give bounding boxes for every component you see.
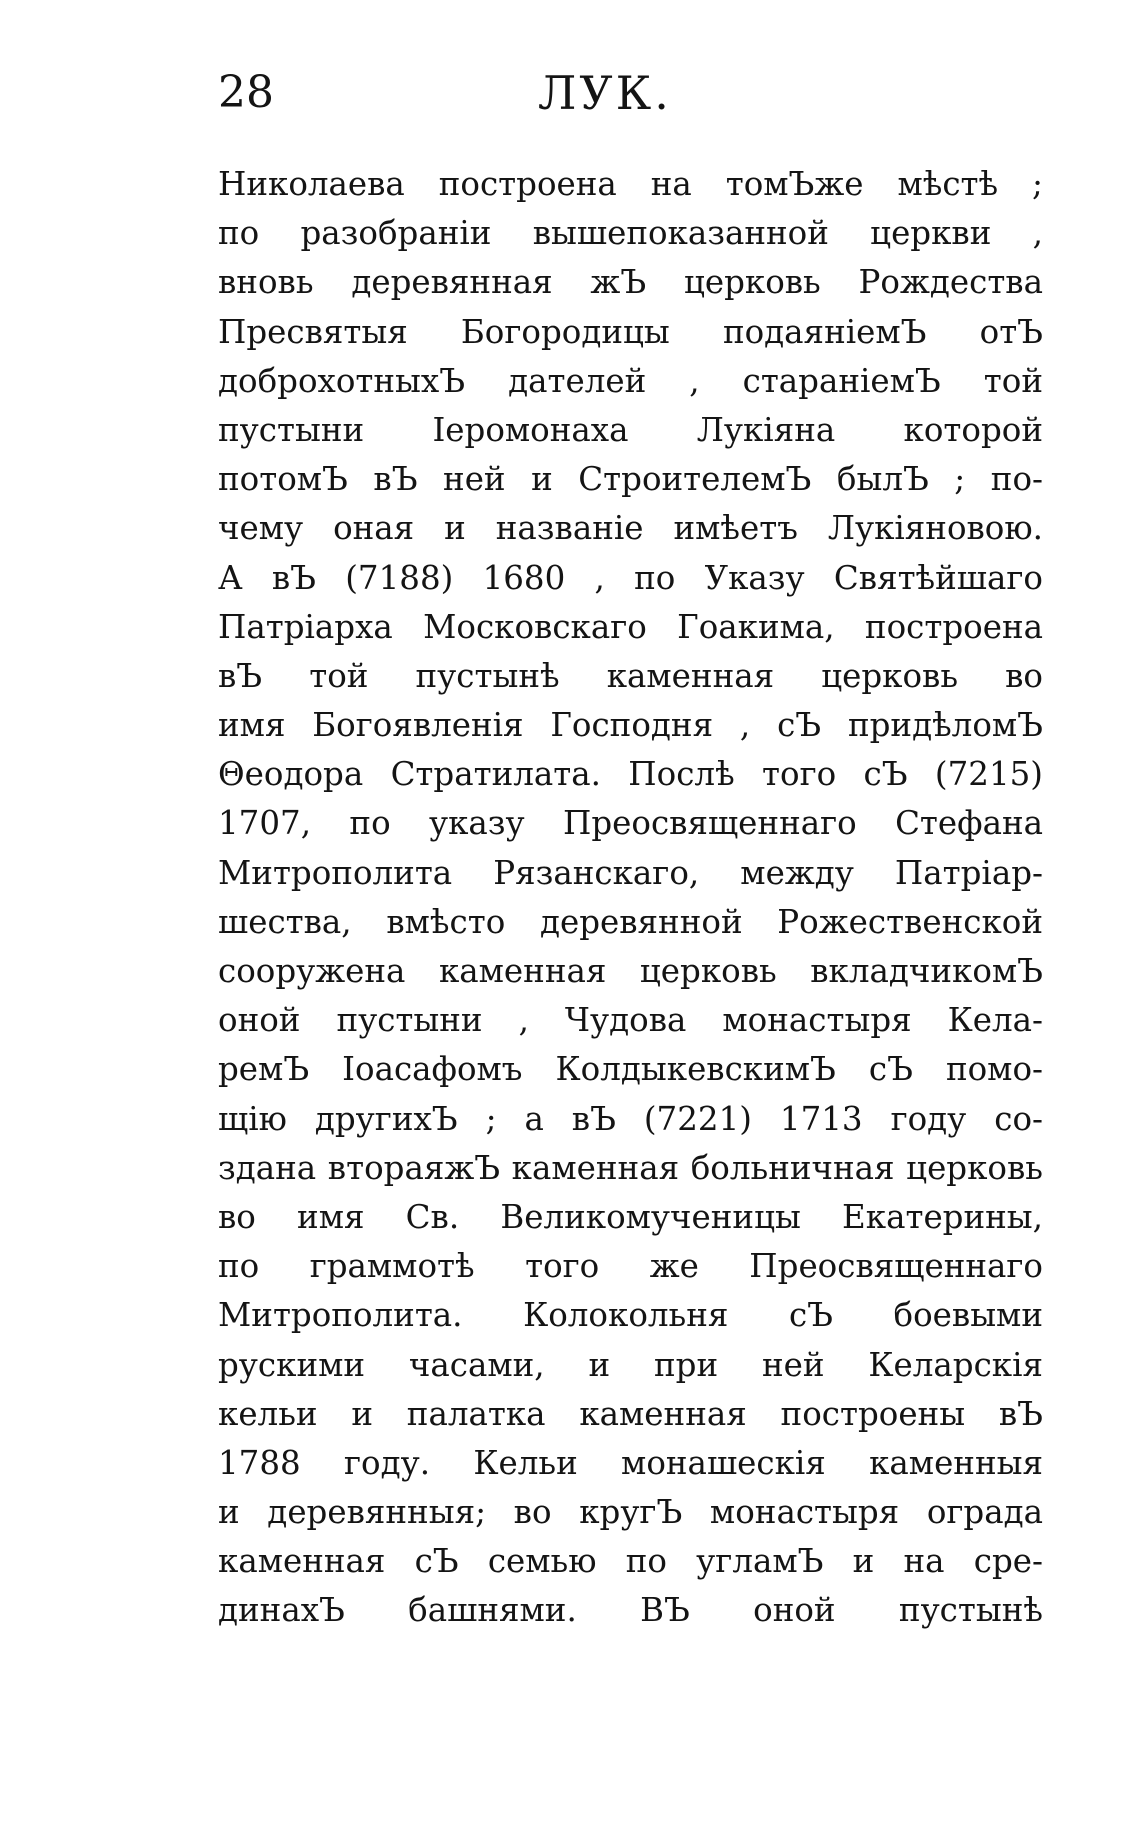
text-line: доброхотныхЪ дателей , старанiемЪ той xyxy=(218,361,1043,400)
text-line: щiю другихЪ ; а вЪ (7221) 1713 году со- xyxy=(218,1099,1043,1138)
page-number: 28 xyxy=(218,67,274,118)
text-line: здана втораяжЪ каменная больничная церковь xyxy=(218,1148,1043,1187)
text-line: оной пустыни , Чудова монастыря Кела- xyxy=(218,1001,1043,1040)
text-line: чему оная и названiе имѣетъ Лукiяновою. xyxy=(218,509,1043,548)
text-line: по разобранiи вышепоказанной церкви , xyxy=(218,214,1043,253)
text-line: динахЪ башнями. ВЪ оной пустынѣ xyxy=(218,1591,1043,1630)
text-line: Николаева построена на томЪже мѣстѣ ; xyxy=(218,165,1043,203)
text-line: Патрiарха Московскаго Гоакима, построена xyxy=(218,607,1043,646)
text-line: А вЪ (7188) 1680 , по Указу Святѣйшаго xyxy=(218,558,1043,597)
text-line: по граммотѣ того же Преосвященнаго xyxy=(218,1247,1043,1286)
text-line: кельи и палатка каменная построены вЪ xyxy=(218,1394,1043,1433)
text-line: ремЪ Iоасафомъ КолдыкевскимЪ сЪ помо- xyxy=(218,1050,1043,1089)
body-text xyxy=(218,160,1043,1636)
text-line: сооружена каменная церковь вкладчикомЪ xyxy=(218,952,1043,990)
page-header xyxy=(218,58,1038,128)
text-line: Митрополита Рязанскаго, между Патрiар- xyxy=(218,853,1043,892)
text-line: шества, вмѣсто деревянной Рожественской xyxy=(218,902,1043,941)
text-line: имя Богоявленiя Господня , сЪ придѣломЪ xyxy=(218,706,1043,745)
text-line: 1707, по указу Преосвященнаго Стефана xyxy=(218,804,1043,843)
running-head: ЛУК. xyxy=(538,66,672,120)
text-line: пустыни Iеромонаха Лукiяна которой xyxy=(218,410,1043,449)
text-line: во имя Св. Великомученицы Екатерины, xyxy=(218,1197,1043,1236)
text-line: каменная сЪ семью по угламЪ и на сре- xyxy=(218,1542,1043,1581)
text-line: Митрополита. Колокольня сЪ боевыми xyxy=(218,1296,1043,1335)
text-line: Пресвятыя Богородицы подаянiемЪ отЪ xyxy=(218,312,1043,351)
text-line: 1788 году. Кельи монашескiя каменныя xyxy=(218,1443,1043,1482)
text-line: Θеодора Стратилата. Послѣ того сЪ (7215) xyxy=(218,755,1043,794)
text-line: рускими часами, и при ней Келарскiя xyxy=(218,1345,1043,1384)
text-line: вновь деревянная жЪ церковь Рождества xyxy=(218,263,1043,302)
text-line: потомЪ вЪ ней и СтроителемЪ былЪ ; по- xyxy=(218,460,1043,499)
text-line: вЪ той пустынѣ каменная церковь во xyxy=(218,656,1043,695)
text-line: и деревянныя; во кругЪ монастыря ограда xyxy=(218,1493,1043,1532)
